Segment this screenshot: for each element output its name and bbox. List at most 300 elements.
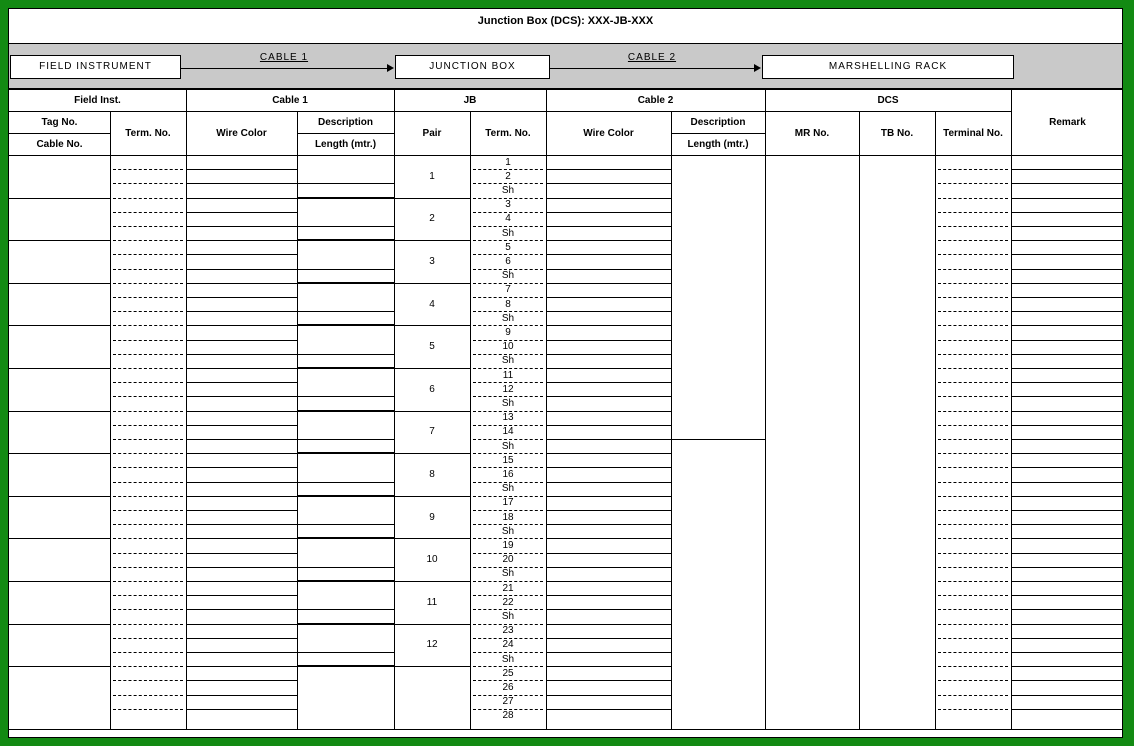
grid-line [1011, 510, 1123, 511]
grid-line [1011, 226, 1123, 227]
marshalling-rack-box: MARSHELLING RACK [762, 55, 1014, 79]
jb-terminal-cell: Sh [501, 270, 515, 282]
grid-line [113, 396, 183, 397]
grid-line [113, 581, 183, 582]
grid-line [186, 212, 297, 213]
grid-line [113, 624, 183, 625]
grid-line [1011, 89, 1012, 729]
signal-flow-diagram [9, 43, 1122, 89]
grid-line [297, 197, 394, 199]
jb-terminal-cell: Sh [501, 483, 515, 495]
grid-line [297, 396, 394, 397]
grid-line [1011, 567, 1123, 568]
sheet-footer [9, 729, 1122, 738]
grid-line [546, 411, 671, 412]
grid-line [938, 567, 1008, 568]
grid-line [113, 311, 183, 312]
grid-line [186, 340, 297, 341]
grid-line [546, 652, 671, 653]
jb-terminal-cell: 6 [505, 255, 511, 267]
grid-line [1011, 198, 1123, 199]
grid-line [1011, 354, 1123, 355]
cable2-label: CABLE 2 [627, 52, 677, 63]
grid-line [297, 623, 394, 625]
grid-line [186, 439, 297, 440]
pair-cell: 5 [429, 341, 435, 353]
grid-line [546, 226, 671, 227]
grid-line [1011, 283, 1123, 284]
grid-line [9, 133, 110, 134]
grid-line [546, 695, 671, 696]
grid-line [186, 325, 297, 326]
grid-line [113, 297, 183, 298]
grid-line [1011, 652, 1123, 653]
grid-line [113, 183, 183, 184]
jb-terminal-cell: 4 [505, 213, 511, 225]
grid-line [546, 567, 671, 568]
jb-terminal-cell: 3 [505, 199, 511, 211]
grid-line [1011, 269, 1123, 270]
grid-line [1011, 680, 1123, 681]
grid-line [938, 226, 1008, 227]
grid-line [297, 452, 394, 454]
jb-terminal-cell: 10 [502, 341, 514, 353]
grid-line [113, 198, 183, 199]
jb-terminal-cell: Sh [501, 568, 515, 580]
cable1-line [181, 68, 387, 69]
grid-line [186, 680, 297, 681]
grid-line [546, 169, 671, 170]
grid-line [938, 482, 1008, 483]
grid-line [546, 311, 671, 312]
grid-line [1011, 169, 1123, 170]
grid-line [186, 482, 297, 483]
grid-line [186, 240, 297, 241]
grid-line [186, 311, 297, 312]
grid-line [9, 496, 110, 497]
grid-line [297, 410, 394, 412]
grid-line [113, 638, 183, 639]
grid-line [297, 567, 394, 568]
grid-line [186, 538, 297, 539]
grid-line [394, 666, 470, 667]
grid-line [113, 169, 183, 170]
grid-line [186, 567, 297, 568]
grid-line [546, 368, 671, 369]
grid-line [938, 340, 1008, 341]
grid-line [546, 269, 671, 270]
grid-line [1011, 666, 1123, 667]
grid-line [546, 183, 671, 184]
grid-line [113, 524, 183, 525]
grid-line [546, 254, 671, 255]
grid-line [938, 453, 1008, 454]
jb-terminal-cell: Sh [501, 312, 515, 324]
grid-line [938, 695, 1008, 696]
grid-line [113, 609, 183, 610]
grid-line [113, 411, 183, 412]
grid-line [938, 311, 1008, 312]
grid-line [1011, 467, 1123, 468]
grid-line [186, 595, 297, 596]
jb-terminal-cell: 26 [502, 681, 514, 693]
grid-line [113, 680, 183, 681]
grid-line [9, 624, 110, 625]
grid-line [113, 553, 183, 554]
grid-line [1011, 624, 1123, 625]
header-description: Description [317, 116, 373, 128]
grid-line [1011, 382, 1123, 383]
header-pair: Pair [422, 127, 442, 139]
grid-line [938, 638, 1008, 639]
grid-line [113, 368, 183, 369]
grid-line [113, 538, 183, 539]
grid-line [546, 709, 671, 710]
jb-terminal-cell: Sh [501, 610, 515, 622]
grid-line [186, 638, 297, 639]
grid-line [938, 198, 1008, 199]
grid-line [9, 538, 110, 539]
grid-line [297, 324, 394, 326]
grid-line [546, 240, 671, 241]
jb-terminal-cell: 16 [502, 468, 514, 480]
grid-line [938, 368, 1008, 369]
grid-line [546, 198, 671, 199]
grid-line [113, 567, 183, 568]
grid-line [546, 453, 671, 454]
junction-box-sheet [8, 8, 1123, 738]
grid-line [546, 595, 671, 596]
grid-line [186, 297, 297, 298]
grid-line [186, 198, 297, 199]
grid-line [297, 665, 394, 667]
jb-terminal-cell: 9 [505, 326, 511, 338]
grid-line [9, 581, 110, 582]
grid-line [938, 595, 1008, 596]
grid-line [1011, 609, 1123, 610]
grid-line [9, 411, 110, 412]
grid-line [1011, 325, 1123, 326]
grid-line [1011, 538, 1123, 539]
grid-line [9, 666, 110, 667]
grid-line [1011, 581, 1123, 582]
grid-line [297, 609, 394, 610]
grid-line [113, 226, 183, 227]
grid-line [546, 325, 671, 326]
header-tb-no: TB No. [880, 127, 914, 139]
grid-line [546, 354, 671, 355]
grid-line [113, 439, 183, 440]
grid-line [546, 212, 671, 213]
jb-terminal-cell: 11 [502, 369, 514, 381]
jb-terminal-cell: 17 [502, 497, 514, 509]
header-tag-no: Tag No. [41, 116, 78, 128]
grid-line [546, 425, 671, 426]
grid-line [546, 283, 671, 284]
grid-line [297, 226, 394, 227]
grid-line [186, 581, 297, 582]
grid-line [186, 624, 297, 625]
field-instrument-box: FIELD INSTRUMENT [10, 55, 181, 79]
grid-line [110, 111, 111, 729]
grid-line [113, 212, 183, 213]
grid-line [1011, 709, 1123, 710]
grid-line [935, 111, 936, 729]
grid-line [938, 183, 1008, 184]
grid-line [546, 396, 671, 397]
cable2-line [550, 68, 754, 69]
grid-line [1011, 297, 1123, 298]
grid-line [186, 666, 297, 667]
grid-line [186, 411, 297, 412]
grid-line [186, 396, 297, 397]
pair-cell: 3 [429, 255, 435, 267]
grid-line [113, 283, 183, 284]
grid-line [9, 111, 1011, 112]
grid-line [186, 354, 297, 355]
pair-cell: 4 [429, 298, 435, 310]
grid-line [113, 666, 183, 667]
sheet-title: Junction Box (DCS): XXX-JB-XXX [477, 15, 654, 27]
header-jb-term-no: Term. No. [485, 127, 531, 139]
grid-line [546, 638, 671, 639]
grid-line [938, 169, 1008, 170]
grid-line [546, 482, 671, 483]
grid-line [546, 340, 671, 341]
jb-terminal-cell: 25 [502, 667, 514, 679]
grid-line [546, 624, 671, 625]
grid-line [297, 111, 298, 729]
grid-line [938, 396, 1008, 397]
grid-line [1011, 240, 1123, 241]
grid-line [938, 496, 1008, 497]
grid-line [297, 239, 394, 241]
grid-line [186, 382, 297, 383]
grid-line [186, 453, 297, 454]
grid-line [186, 89, 187, 729]
grid-line [1011, 311, 1123, 312]
grid-line [186, 652, 297, 653]
grid-line [1011, 411, 1123, 412]
grid-line [297, 311, 394, 312]
pair-cell: 1 [429, 170, 435, 182]
header-terminal-no: Terminal No. [943, 127, 1003, 139]
grid-line [113, 354, 183, 355]
grid-line [1011, 524, 1123, 525]
grid-line [113, 325, 183, 326]
pair-cell: 10 [426, 554, 438, 566]
grid-line [938, 652, 1008, 653]
grid-line [938, 439, 1008, 440]
grid-line [938, 624, 1008, 625]
grid-line [1011, 553, 1123, 554]
grid-line [297, 537, 394, 539]
grid-line [671, 439, 765, 440]
grid-line [546, 680, 671, 681]
grid-line [113, 425, 183, 426]
header-remark: Remark [1049, 116, 1086, 128]
grid-line [938, 709, 1008, 710]
grid-line [297, 495, 394, 497]
jb-terminal-cell: 5 [505, 241, 511, 253]
pair-cell: 7 [429, 426, 435, 438]
grid-line [186, 695, 297, 696]
grid-line [546, 467, 671, 468]
grid-line [938, 240, 1008, 241]
grid-line [186, 254, 297, 255]
termination-table [9, 89, 1123, 729]
grid-line [297, 482, 394, 483]
grid-line [1011, 340, 1123, 341]
jb-terminal-cell: Sh [501, 184, 515, 196]
grid-line [297, 652, 394, 653]
jb-terminal-cell: Sh [501, 397, 515, 409]
pair-cell: 2 [429, 213, 435, 225]
grid-line [938, 212, 1008, 213]
grid-line [113, 652, 183, 653]
grid-line [186, 368, 297, 369]
grid-line [938, 411, 1008, 412]
jb-terminal-cell: Sh [501, 525, 515, 537]
grid-line [1011, 496, 1123, 497]
junction-box-box: JUNCTION BOX [395, 55, 550, 79]
arrow-right-icon [754, 64, 761, 72]
grid-line [186, 709, 297, 710]
jb-terminal-cell: 27 [502, 696, 514, 708]
grid-line [297, 439, 394, 440]
grid-line [671, 111, 672, 729]
grid-line [113, 695, 183, 696]
grid-line [297, 524, 394, 525]
grid-line [1011, 212, 1123, 213]
header-cable-no: Cable No. [36, 138, 83, 150]
grid-line [186, 283, 297, 284]
grid-line [938, 538, 1008, 539]
pair-cell: 6 [429, 383, 435, 395]
grid-line [1011, 368, 1123, 369]
grid-line [546, 581, 671, 582]
jb-terminal-cell: 22 [502, 596, 514, 608]
grid-line [186, 467, 297, 468]
header-wire-color: Wire Color [216, 127, 267, 139]
header-cable2: Cable 2 [637, 94, 674, 106]
grid-line [938, 382, 1008, 383]
header-dcs: DCS [877, 94, 899, 106]
cable1-label: CABLE 1 [259, 52, 309, 63]
header-length2: Length (mtr.) [687, 138, 749, 150]
grid-line [297, 580, 394, 582]
grid-line [546, 538, 671, 539]
header-term-no: Term. No. [125, 127, 171, 139]
grid-line [9, 368, 110, 369]
grid-line [113, 482, 183, 483]
jb-terminal-cell: Sh [501, 355, 515, 367]
jb-terminal-cell: Sh [501, 440, 515, 452]
header-mr-no: MR No. [794, 127, 830, 139]
grid-line [186, 510, 297, 511]
grid-line [546, 609, 671, 610]
grid-line [1011, 254, 1123, 255]
grid-line [297, 183, 394, 184]
header-length: Length (mtr.) [314, 138, 377, 150]
grid-line [113, 340, 183, 341]
pair-cell: 8 [429, 468, 435, 480]
grid-line [938, 680, 1008, 681]
jb-terminal-cell: 15 [502, 454, 514, 466]
grid-line [113, 269, 183, 270]
jb-terminal-cell: 2 [505, 170, 511, 182]
grid-line [9, 240, 110, 241]
pair-cell: 12 [426, 639, 438, 651]
grid-line [938, 524, 1008, 525]
grid-line [9, 283, 110, 284]
grid-line [938, 425, 1008, 426]
grid-line [297, 133, 394, 134]
grid-line [113, 467, 183, 468]
jb-terminal-cell: Sh [501, 227, 515, 239]
jb-terminal-cell: Sh [501, 653, 515, 665]
header-jb: JB [463, 94, 477, 106]
header-field-inst: Field Inst. [74, 94, 121, 106]
grid-line [297, 282, 394, 284]
grid-line [546, 382, 671, 383]
grid-line [113, 382, 183, 383]
jb-terminal-cell: 24 [502, 639, 514, 651]
jb-terminal-cell: 18 [502, 511, 514, 523]
grid-line [546, 553, 671, 554]
grid-line [186, 425, 297, 426]
grid-line [9, 155, 1123, 156]
grid-line [186, 553, 297, 554]
arrow-right-icon [387, 64, 394, 72]
grid-line [938, 581, 1008, 582]
jb-terminal-cell: 12 [502, 383, 514, 395]
grid-line [546, 666, 671, 667]
grid-line [938, 325, 1008, 326]
grid-line [9, 453, 110, 454]
jb-terminal-cell: 23 [502, 625, 514, 637]
grid-line [859, 111, 860, 729]
jb-terminal-cell: 1 [505, 156, 511, 168]
header-cable1: Cable 1 [272, 94, 308, 106]
grid-line [9, 198, 110, 199]
grid-line [1011, 638, 1123, 639]
grid-line [1011, 453, 1123, 454]
grid-line [671, 133, 765, 134]
jb-terminal-cell: 8 [505, 298, 511, 310]
grid-line [186, 169, 297, 170]
grid-line [1011, 439, 1123, 440]
grid-line [186, 609, 297, 610]
grid-line [1011, 396, 1123, 397]
grid-line [546, 297, 671, 298]
grid-line [186, 524, 297, 525]
grid-line [113, 595, 183, 596]
jb-terminal-cell: 21 [502, 582, 514, 594]
grid-line [113, 709, 183, 710]
grid-line [9, 89, 1123, 90]
grid-line [938, 510, 1008, 511]
grid-line [938, 609, 1008, 610]
grid-line [186, 269, 297, 270]
grid-line [546, 89, 547, 729]
grid-line [1011, 482, 1123, 483]
grid-line [9, 325, 110, 326]
header-wire-color2: Wire Color [583, 127, 634, 139]
grid-line [297, 354, 394, 355]
grid-line [1011, 595, 1123, 596]
jb-terminal-cell: 7 [505, 284, 511, 296]
